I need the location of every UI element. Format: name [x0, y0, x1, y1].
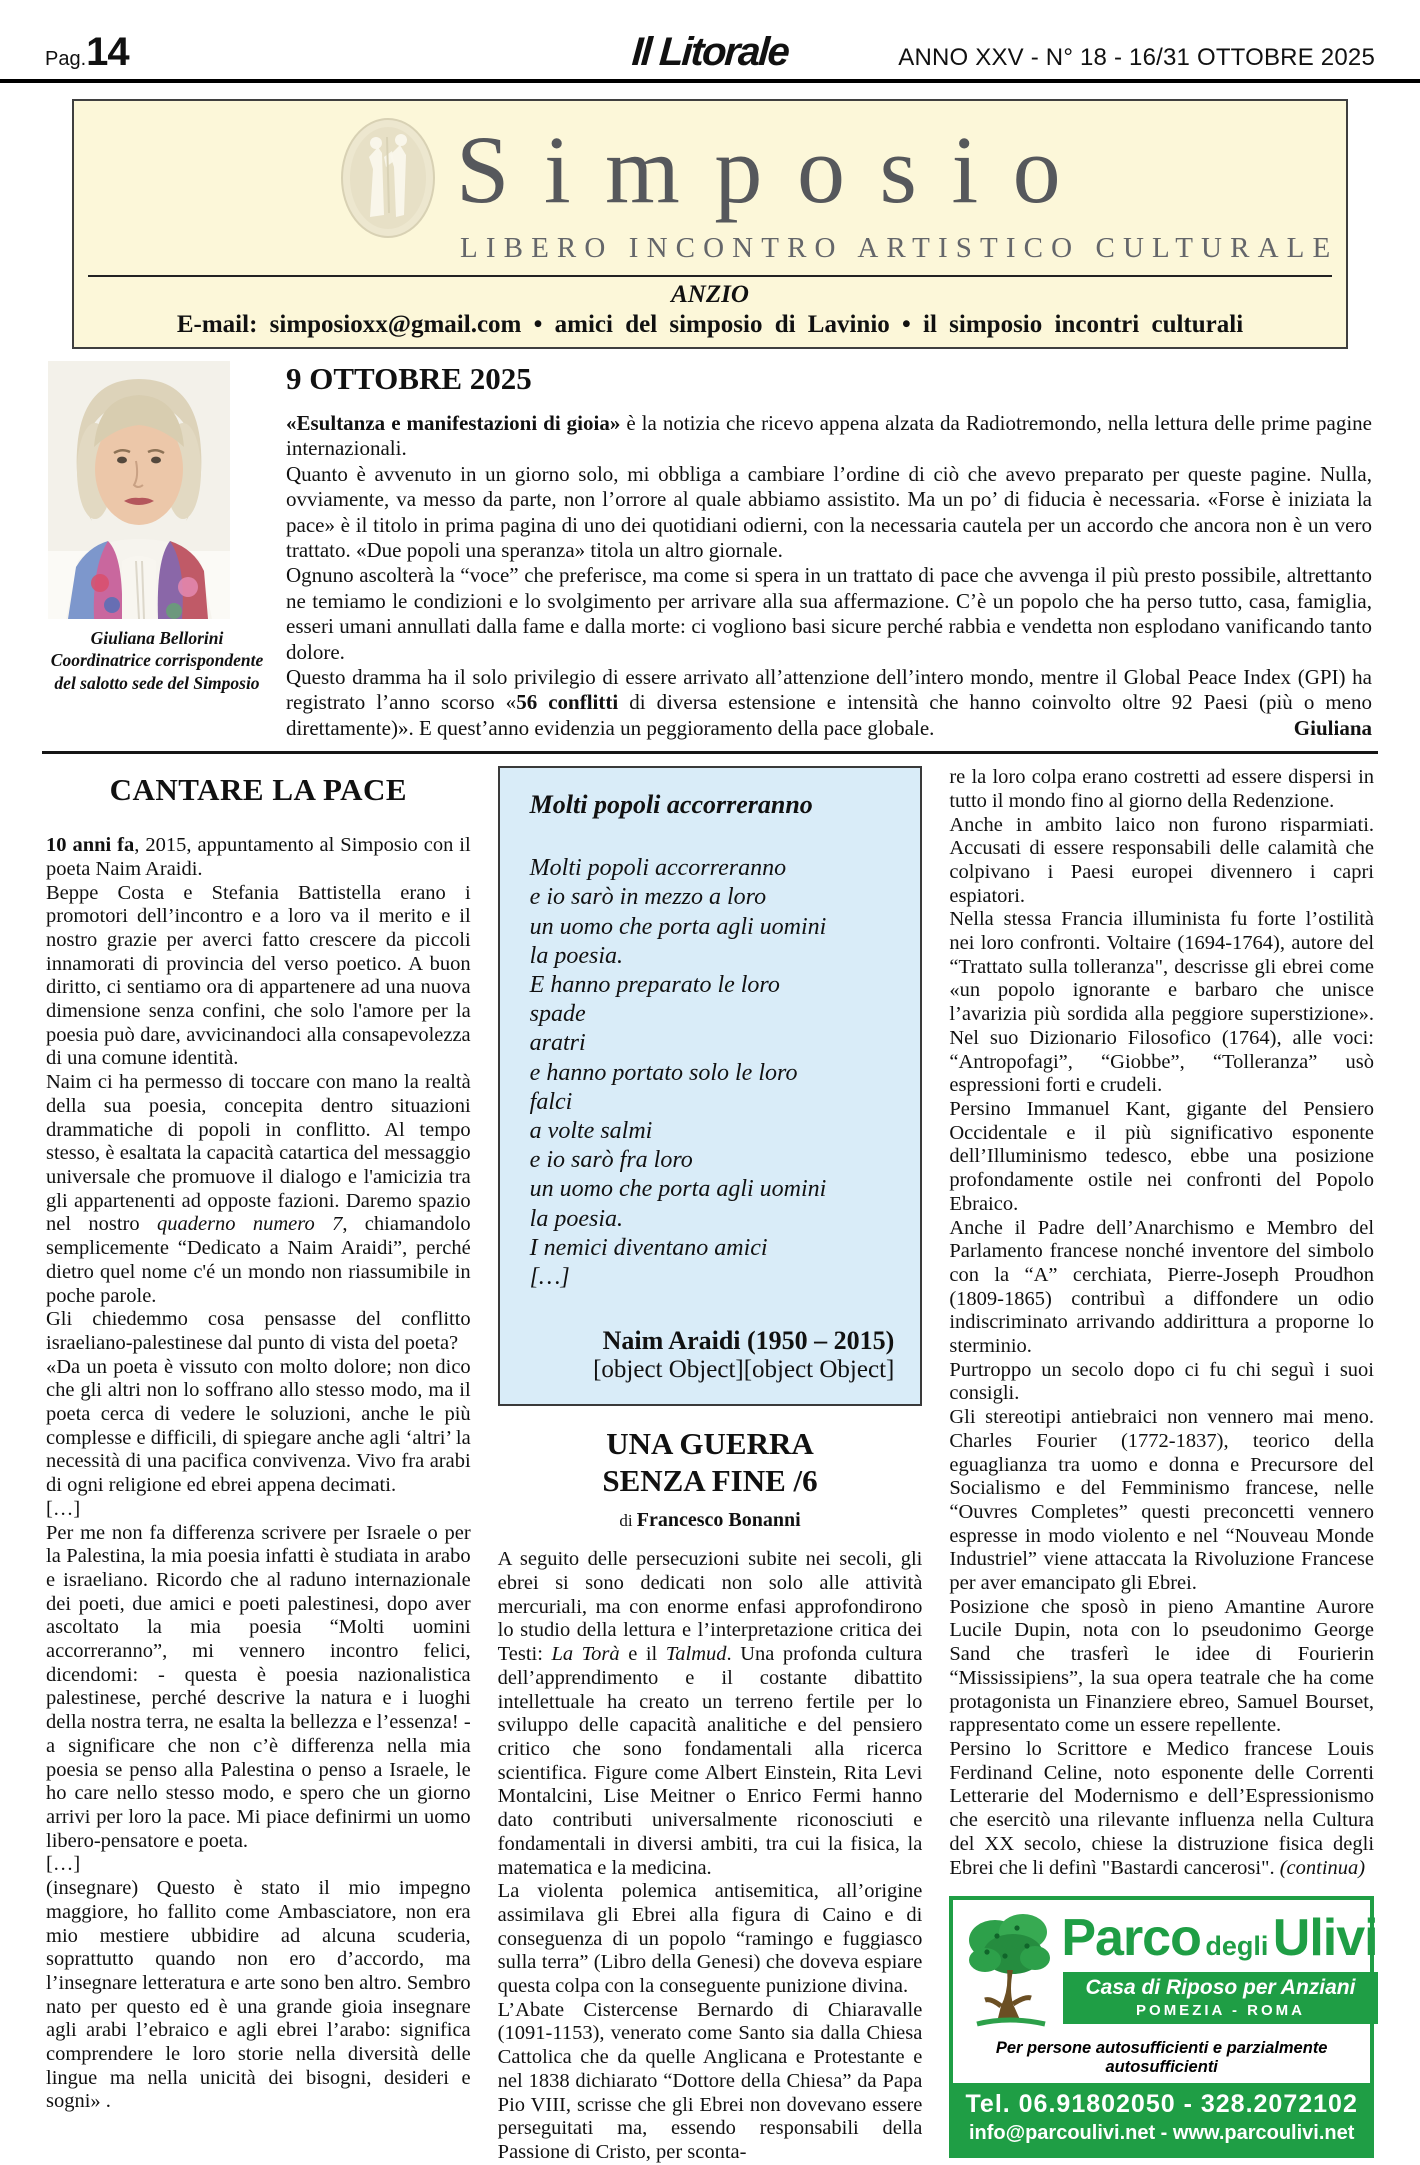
ad-tagline-chip [1063, 1972, 1377, 2024]
article2-title-line2: SENZA FINE /6 [602, 1462, 818, 1498]
ad-phone[interactable]: Tel. 06.91802050 - 328.2072102 [965, 2090, 1358, 2119]
article1-paragraph: «Da un poeta è vissuto con molto dolore; non dico che gli altri non lo soffrano allo stesso modo, ma il poeta cerca di vedere le soluzioni, anche le più complesse e difficili, di spiegare anche agli ‘altri’ la necessità di una pacifica convivenza. Vivo fra arabi di ogni religione ed ebrei appena decimati. [46, 1355, 471, 1497]
article2-paragraph: Anche in ambito laico non furono risparmiati. Accusati di essere responsabili delle calamità che colpivano i Paesi europei divennero i capri espiatori. [949, 813, 1375, 907]
article2-continuation [949, 766, 1374, 1880]
poem-line: […] [529, 1264, 570, 1290]
article1-paragraph: Naim ci ha permesso di toccare con mano la realtà della sua poesia, concepita dentro situazioni drammatiche di popoli in conflitto. Al tempo stesso, è esaltata la capacità catartica del messaggio universale che promuove il dialogo e l'amicizia tra gli appartenenti ad opposte fazioni. Daremo spazio nel nostro quaderno numero 7, chiamandolo semplicemente “Dedicato a Naim Araidi”, perché dietro quel nome c'é un mondo non riassumibile in poche parole. [46, 1071, 471, 1307]
poem-source [530, 1356, 895, 1384]
article2-paragraph: L’Abate Cistercense Bernardo di Chiaravalle (1091-1153), venerato come Santo sia dalla Chiesa Cattolica che da quelle Anglicana e Protestante e nel 1838 dichiarato “Dottore della Chiesa” da Papa Pio VIII, scrisse che gli Ebrei non dovevano essere perseguitati ma, essendo responsabili della Passione di Cristo, per sconta- [497, 1998, 923, 2163]
parco-ulivi-ad[interactable] [949, 1896, 1378, 2158]
banner-subtitle: LIBERO INCONTRO ARTISTICO CULTURALE [460, 231, 1339, 264]
editorial-section [0, 349, 1420, 741]
poem-author: Naim Araidi (1950 – 2015) [602, 1326, 895, 1356]
article1-paragraph: Gli chiedemmo cosa pensasse del conflitto israeliano-palestinese dal punto di vista del poeta? [46, 1308, 471, 1354]
article2-paragraph: A seguito delle persecuzioni subite nei secoli, gli ebrei si sono dedicati non solo alle attività mercuriali, ma con enorme enfasi approfondirono lo studio della lettura e l’interpretazione critica dei Testi: La Torà e il Talmud. Una profonda cultura dell’apprendimento e il costante dibattito intellettuale ha creato un terreno fertile per lo sviluppo delle capacità analitiche e del pensiero critico che sono fondamentali alla ricerca scientifica. Figure come Albert Einstein, Rita Levi Montalcini, Lise Meitner o Enrico Fermi hanno dato contributi universalmente riconosciuti e fondamentali in diversi ambiti, tra cui la fisica, la matematica e la medicina. [497, 1548, 923, 1879]
ad-services-line: Per persone autosufficienti e parzialmente autosufficienti [995, 2039, 1328, 2077]
banner-contact-line: E-mail: simposioxx@gmail.com • amici del simposio di Lavinio • il simposio incontri culturali [176, 310, 1244, 338]
article1-paragraph: […] [46, 1853, 81, 1876]
date-heading: 9 OTTOBRE 2025 [286, 360, 532, 396]
caption-line: del salotto sede del Simposio [54, 672, 260, 693]
article1-paragraph: 10 anni fa, 2015, appuntamento al Simposio con il poeta Naim Araidi. [46, 834, 471, 880]
page-number-block [45, 30, 632, 75]
article1-title: CANTARE LA PACE [109, 772, 408, 808]
poem-source-part: [object Object] [743, 1356, 895, 1384]
article1-body [46, 834, 471, 2114]
article2-title [498, 1426, 923, 1499]
editorial-paragraphs [286, 411, 1372, 741]
article1-paragraph: […] [46, 1497, 81, 1520]
poem-line: E hanno preparato le loro [529, 971, 780, 998]
article2-paragraph: Nella stessa Francia illuminista fu forte l’ostilità nei loro confronti. Voltaire (1694-1764), autore del “Trattato sulla tolleranza", descrisse gli ebrei come «un popolo ignorante e barbaro che unisce l’avarizia più sordida alla peggiore superstizione». Nel suo Dizionario Filosofico (1764), alle voci: “Antropofagi”, “Giobbe”, “Tolleranza” usò espressioni forti e crudeli. [949, 908, 1375, 1097]
columns-section [0, 766, 1420, 2164]
poem-lines [530, 854, 895, 1292]
section-divider [42, 751, 1378, 754]
poem-line: I nemici diventano amici [529, 1234, 768, 1261]
page-label: Pag. [45, 48, 87, 70]
poem-line: e io sarò in mezzo a loro [529, 884, 767, 911]
ad-web[interactable]: info@parcoulivi.net - www.parcoulivi.net [968, 2122, 1355, 2145]
editorial-body [286, 361, 1372, 741]
poem-line: un uomo che porta agli uomini [529, 913, 827, 940]
banner-city: ANZIO [671, 280, 749, 308]
editorial-paragraph: Quanto è avvenuto in un giorno solo, mi obbliga a cambiare l’ordine di ciò che avevo preparato per queste pagine. Nulla, ovviamente, va messo da parte, non l’orrore al quale abbiamo assistito. Ma un po’ di fiducia è necessaria. «Forse è iniziata la pace» è il titolo in prima pagina di uno dei quotidiani odierni, con la necessaria cautela per un accordo che ancora non è un vero trattato. «Due popoli una speranza» titola un altro giornale. [286, 461, 1372, 562]
article2-paragraph: Purtroppo un secolo dopo ci fu chi seguì i suoi consigli. [949, 1358, 1375, 1405]
ad-brand-word1: Parco [1061, 1909, 1201, 1968]
issue-info: ANNO XXV - N° 18 - 16/31 OTTOBRE 2025 [898, 44, 1375, 71]
article1-paragraph: (insegnare) Questo è stato il mio impegno maggiore, ho fallito come Ambasciatore, non era mio mestiere ubbidire ad alcuna scuderia, soprattutto quando non ero d’accordo, ma l’insegnare letteratura e arte sono ben altro. Sembro nato per questo ed è una grande gioia insegnare agli arabi l’ebraico e agli ebrei l’arabo: significa comprendere le loro storie nella diversità delle lingue ma nella unicità dei bisogni, desideri e sogni» . [46, 1877, 471, 2113]
poem-line: la poesia. [529, 942, 623, 969]
page-number: 14 [86, 30, 129, 74]
poem-line: spade [529, 1001, 586, 1028]
caption-line: Giuliana Bellorini [90, 627, 224, 648]
article2-paragraph: Anche il Padre dell’Anarchismo e Membro del Parlamento francese nonché inventore del simbolo con la “A” cerchiata, Pierre-Joseph Proudhon (1809-1865) contribuì a diffondere un odio indiscriminato arrivando addirittura a proporne lo sterminio. [949, 1216, 1375, 1358]
poem-line: Molti popoli accorreranno [529, 855, 787, 882]
poem-line: e hanno portato solo le loro [529, 1059, 798, 1086]
caption-line: Coordinatrice corrispondente [50, 650, 264, 671]
poem-line: a volte salmi [529, 1117, 653, 1144]
article2-body [498, 1548, 923, 2164]
poem-line: la poesia. [529, 1205, 623, 1232]
ad-footer [953, 2083, 1370, 2154]
poem-title: Molti popoli accorreranno [529, 790, 813, 820]
byline-prefix: di [619, 1511, 637, 1531]
ad-top-row [953, 1900, 1378, 2034]
article2-paragraph: Gli stereotipi antiebraici non vennero mai meno. Charles Fourier (1772-1837), teorico della eguaglianza tra uomo e donna e Precursore del Socialismo e del Femminismo francese, nelle “Ouvres Completes” questi preconcetti vennero espresse in modo violento e nel “Nouveau Monde Industriel” viene attaccata la Rivoluzione Francese per aver emancipato gli Ebrei. [949, 1406, 1375, 1595]
ad-brand-block [1057, 1906, 1377, 2030]
portrait-photo [48, 361, 230, 619]
article2-paragraph: La violenta polemica antisemitica, all’origine assimilava gli Ebrei alla figura di Caino e di conseguenza di un popolo “ramingo e fuggiasco sulla terra” (Libro della Genesi) che doveva espiare questa colpa con la conseguente punizione divina. [497, 1880, 923, 1998]
column-cantare-la-pace [46, 766, 471, 2114]
ad-brand-word2: degli [1205, 1931, 1269, 1962]
article2-paragraph: Persino Immanuel Kant, gigante del Pensiero Occidentale e il più significativo esponente dell’Illuminismo tedesco, ebbe una posizione profondamente ostile nei confronti del Popolo Ebraico. [949, 1098, 1375, 1215]
byline-author: Francesco Bonanni [636, 1509, 801, 1532]
article2-paragraph: re la loro colpa erano costretti ad essere dispersi in tutto il mondo fino al giorno della Redenzione. [949, 766, 1375, 812]
ad-brand-word3: Ulivi [1272, 1909, 1378, 1968]
portrait-caption [48, 627, 266, 694]
poem-line: e io sarò fra loro [529, 1147, 693, 1174]
symposium-vase-logo [340, 117, 436, 239]
portrait-block [48, 361, 286, 741]
article1-paragraph: Beppe Costa e Stefania Battistella erano i promotori dell’incontro e a loro va il merito e il nostro grazie per averci fatto crescere da piccoli innamorati di provincia del verso poetico. A buon diritto, ci sentiamo ora di appartenere ad una nuova dimensione senza confini, che solo l'amore per la poesia può dare, avvicinandoci alla consapevolezza di una comune identità. [46, 881, 471, 1070]
article2-paragraph: Posizione che sposò in pieno Amantine Aurore Lucile Dupin, nota con lo pseudonimo George Sand che trasferì le idee di Fourierin “Mississipiens”, la sua opera teatrale che ha come protagonista un Finanziere ebreo, Samuel Bourset, rappresentato come un essere repellente. [949, 1595, 1375, 1737]
poem-box [498, 766, 923, 1406]
banner-rule [88, 275, 1332, 277]
column-right [949, 766, 1378, 2158]
masthead-title: Il Litorale [630, 30, 790, 74]
poem-line: aratri [529, 1030, 586, 1057]
editorial-paragraph: Ognuno ascolterà la “voce” che preferisce, ma come si spera in un trattato di pace che avvenga il più presto possibile, altrettanto ne temiamo le condizioni e lo svolgimento per arrivare alla sua affermazione. C’è un popolo che ha perso tutto, casa, famiglia, esseri umani annullati dalla fame e dalla morte: ci vogliono basi sicure perché rabbia e vendetta non esplodano vanificando tanto dolore. [286, 563, 1372, 664]
poem-attribution [530, 1326, 895, 1384]
banner-title: Simposio [456, 116, 1096, 223]
olive-tree-icon [961, 1906, 1057, 2030]
poem-source-part: [object Object] [593, 1356, 744, 1384]
editorial-paragraph: Questo dramma ha il solo privilegio di essere arrivato all’attenzione dell’intero mondo, mentre il Global Peace Index (GPI) ha registrato l’anno scorso «56 conflitti di diversa estensione e intensità che hanno coinvolto oltre 92 Paesi (più o meno direttamente)». E quest’anno evidenzia un peggioramento della pace globale. Giuliana [286, 664, 1372, 740]
poem-line: un uomo che porta agli uomini [529, 1176, 827, 1203]
article2-title-line1: UNA GUERRA [606, 1426, 814, 1462]
ad-tagline: Casa di Riposo per Anziani [1085, 1976, 1356, 2000]
poem-line: falci [529, 1088, 573, 1115]
ad-location: POMEZIA - ROMA [1136, 2002, 1305, 2020]
column-center [498, 766, 923, 2164]
ad-brand-name [1061, 1906, 1378, 1968]
article2-paragraph: Persino lo Scrittore e Medico francese Louis Ferdinand Celine, noto esponente delle Correnti Letterarie del Modernismo e dell’Espressionismo che esercitò una rilevante influenza nella Cultura del XX secolo, chiese la distruzione fisica degli Ebrei che li definì "Bastardi cancerosi". (continua) [949, 1737, 1375, 1879]
editorial-paragraph: «Esultanza e manifestazioni di gioia» è la notizia che ricevo appena alzata da Radiotremondo, nella lettura delle prime pagine internazionali. [286, 410, 1372, 461]
article2-byline [498, 1509, 923, 1532]
page-header [0, 0, 1420, 83]
simposio-banner [72, 99, 1348, 349]
article1-paragraph: Per me non fa differenza scrivere per Israele o per la Palestina, la mia poesia infatti è studiata in arabo e israeliano. Ricordo che al raduno internazionale dei poeti, due amici e poeti palestinesi, dopo aver ascoltato la mia poesia “Molti uomini accorreranno”, mi vennero incontro felici, dicendomi: - questa è poesia nazionalistica palestinese, perché descrive la natura e i luoghi della nostra terra, ne esalta la bellezza e l’essenza! - a significare che non c’è differenza nella mia poesia se penso alla Palestina o penso a Israele, le ho care nello stesso modo, e spero che un giorno arrivi per loro la pace. Mi piace definirmi un uomo libero-pensatore e poeta. [46, 1521, 471, 1852]
